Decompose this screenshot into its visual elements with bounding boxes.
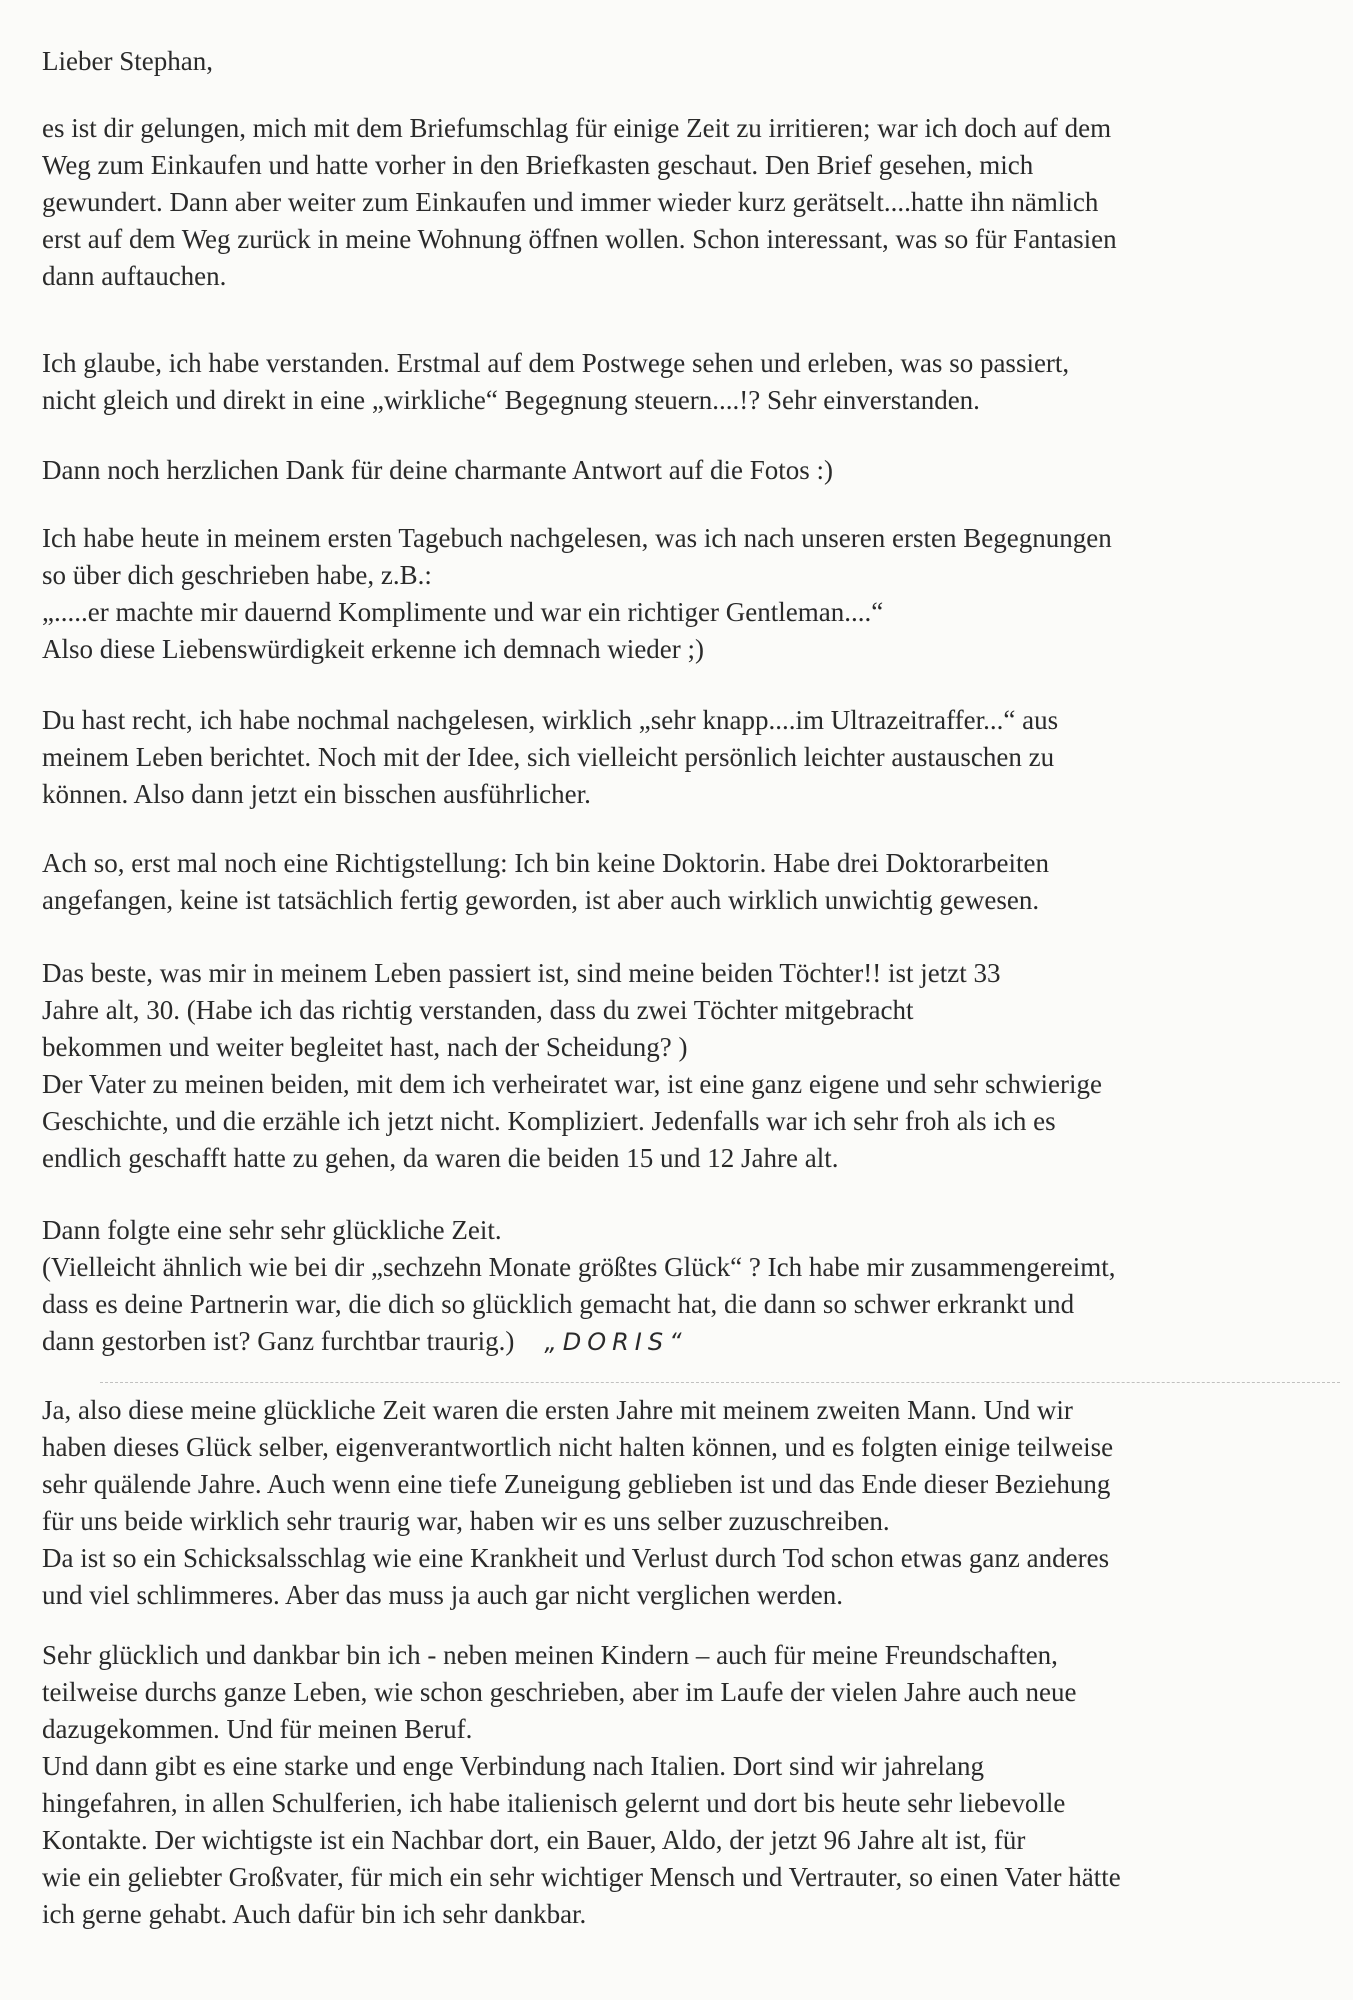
- text-line: Da ist so ein Schicksalsschlag wie eine Krankheit und Verlust durch Tod schon etwas ganz anderes: [42, 1543, 1110, 1573]
- paragraph-6: [42, 845, 1322, 919]
- text-line: bekommen und weiter begleitet hast, nach der Scheidung? ): [42, 1032, 688, 1062]
- text-line: wie ein geliebter Großvater, für mich ein sehr wichtiger Mensch und Vertrauter, so einen Vater hätte: [42, 1862, 1121, 1892]
- text-line: Ich glaube, ich habe verstanden. Erstmal auf dem Postwege sehen und erleben, was so passiert,: [42, 348, 1070, 378]
- text-line: können. Also dann jetzt ein bisschen ausführlicher.: [42, 779, 591, 809]
- text-line: Dann folgte eine sehr sehr glückliche Zeit.: [42, 1215, 502, 1245]
- text-line: sehr quälende Jahre. Auch wenn eine tiefe Zuneigung geblieben ist und das Ende dieser Beziehung: [42, 1469, 1111, 1499]
- text-line: Der Vater zu meinen beiden, mit dem ich verheiratet war, ist eine ganz eigene und sehr schwierige: [42, 1069, 1103, 1099]
- text-line: Und dann gibt es eine starke und enge Verbindung nach Italien. Dort sind wir jahrelang: [42, 1751, 984, 1781]
- text-line: angefangen, keine ist tatsächlich fertig geworden, ist aber auch wirklich unwichtig gewesen.: [42, 885, 1040, 915]
- greeting: Lieber Stephan,: [42, 46, 213, 76]
- paragraph-7: [42, 955, 1322, 1177]
- text-line: Sehr glücklich und dankbar bin ich - neben meinen Kindern – auch für meine Freundschaften,: [42, 1640, 1058, 1670]
- text-line: [42, 1323, 1322, 1361]
- text-line: erst auf dem Weg zurück in meine Wohnung öffnen wollen. Schon interessant, was so für Fantasien: [42, 224, 1117, 254]
- text-line: hingefahren, in allen Schulferien, ich habe italienisch gelernt und dort bis heute sehr liebevolle: [42, 1788, 1066, 1818]
- text-line: es ist dir gelungen, mich mit dem Briefumschlag für einige Zeit zu irritieren; war ich doch auf dem: [42, 113, 1112, 143]
- paragraph-4: [42, 520, 1322, 668]
- text-line: (Vielleicht ähnlich wie bei dir „sechzehn Monate größtes Glück“ ? Ich habe mir zusammengereimt,: [42, 1252, 1116, 1282]
- text-line: dazugekommen. Und für meinen Beruf.: [42, 1714, 473, 1744]
- text-line: Geschichte, und die erzähle ich jetzt nicht. Kompliziert. Jedenfalls war ich sehr froh als ich es: [42, 1106, 1056, 1136]
- text-line: meinem Leben berichtet. Noch mit der Idee, sich vielleicht persönlich leichter austauschen zu: [42, 742, 1055, 772]
- text-line: dann auftauchen.: [42, 261, 227, 291]
- text-line: Kontakte. Der wichtigste ist ein Nachbar dort, ein Bauer, Aldo, der jetzt 96 Jahre alt ist, für: [42, 1825, 1026, 1855]
- text-line: Du hast recht, ich habe nochmal nachgelesen, wirklich „sehr knapp....im Ultrazeitraffer...“ aus: [42, 705, 1059, 735]
- paragraph-10: [42, 1637, 1322, 1933]
- text-line: für uns beide wirklich sehr traurig war, haben wir es uns selber zuzuschreiben.: [42, 1506, 890, 1536]
- faint-divider-line: [100, 1382, 1340, 1383]
- text-line: nicht gleich und direkt in eine „wirkliche“ Begegnung steuern....!? Sehr einverstanden.: [42, 385, 980, 415]
- text-line: „.....er machte mir dauernd Komplimente und war ein richtiger Gentleman....“: [42, 597, 884, 627]
- text-line: Also diese Liebenswürdigkeit erkenne ich demnach wieder ;): [42, 634, 705, 664]
- text-line: Jahre alt, 30. (Habe ich das richtig verstanden, dass du zwei Töchter mitgebracht: [42, 995, 914, 1025]
- handwritten-note: „DORIS“: [544, 1328, 688, 1356]
- text-line: gewundert. Dann aber weiter zum Einkaufen und immer wieder kurz gerätselt....hatte ihn nämlich: [42, 187, 1099, 217]
- text-line-content: dann gestorben ist? Ganz furchtbar traurig.): [42, 1326, 515, 1356]
- text-line: Weg zum Einkaufen und hatte vorher in den Briefkasten geschaut. Den Brief gesehen, mich: [42, 150, 1034, 180]
- text-line: Ja, also diese meine glückliche Zeit waren die ersten Jahre mit meinem zweiten Mann. Und wir: [42, 1395, 1073, 1425]
- text-line: Ich habe heute in meinem ersten Tagebuch nachgelesen, was ich nach unseren ersten Begegnungen: [42, 523, 1112, 553]
- paragraph-2: [42, 345, 1322, 419]
- paragraph-3: [42, 452, 1322, 489]
- text-line: so über dich geschrieben habe, z.B.:: [42, 560, 432, 590]
- paragraph-9: [42, 1392, 1322, 1614]
- text-line: Ach so, erst mal noch eine Richtigstellung: Ich bin keine Doktorin. Habe drei Doktorarbeiten: [42, 848, 1049, 878]
- text-line: Dann noch herzlichen Dank für deine charmante Antwort auf die Fotos :): [42, 455, 833, 485]
- paragraph-8: [42, 1212, 1322, 1361]
- text-line: dass es deine Partnerin war, die dich so glücklich gemacht hat, die dann so schwer erkrankt und: [42, 1289, 1075, 1319]
- text-line: und viel schlimmeres. Aber das muss ja auch gar nicht verglichen werden.: [42, 1580, 844, 1610]
- text-line: Das beste, was mir in meinem Leben passiert ist, sind meine beiden Töchter!! ist jetzt 33: [42, 958, 1001, 988]
- paragraph-1: [42, 110, 1322, 295]
- paragraph-5: [42, 702, 1322, 813]
- text-line: ich gerne gehabt. Auch dafür bin ich sehr dankbar.: [42, 1899, 587, 1929]
- text-line: haben dieses Glück selber, eigenverantwortlich nicht halten können, und es folgten einige teilweise: [42, 1432, 1114, 1462]
- text-line: endlich geschafft hatte zu gehen, da waren die beiden 15 und 12 Jahre alt.: [42, 1143, 839, 1173]
- text-line: teilweise durchs ganze Leben, wie schon geschrieben, aber im Laufe der vielen Jahre auch neue: [42, 1677, 1077, 1707]
